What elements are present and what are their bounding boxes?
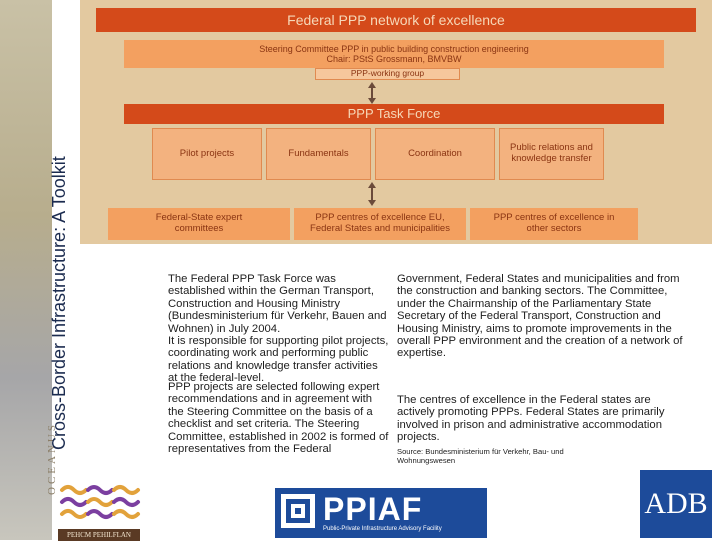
ppiaf-caption: Public-Private Infrastructure Advisory Facility (323, 526, 442, 532)
task-force-box: PPP Task Force (124, 104, 664, 124)
ppiaf-logo (275, 488, 487, 538)
arrowhead-up (368, 82, 376, 88)
working-group-box: PPP-working group (315, 68, 460, 80)
centres-eu-box: PPP centres of excellence EU, Federal States and municipalities (294, 208, 466, 240)
partner-logo (58, 480, 140, 539)
partner-caption: PEHCM PEHILFLAN (58, 529, 140, 541)
source-note: Source: Bundesministerium für Verkehr, Bau- und Wohnungswesen (397, 447, 564, 465)
federal-state-committees-box: Federal-State expert committees (108, 208, 290, 240)
arrowhead-up-2 (368, 182, 376, 188)
left-text-paragraph-1: The Federal PPP Task Force was established within the German Transport, Construction and Housing Ministry (Bundesministerium für Verkehr, Bauen and Wohnen) in July 2004. It is responsible for supporting pilot projects, coordinating work and performing public relations and knowledge transfer activities at the federal-level. (168, 273, 389, 385)
arrowhead-down-2 (368, 200, 376, 206)
unit-fundamentals: Fundamentals (266, 128, 371, 180)
right-text-paragraph-2: The centres of excellence in the Federal states are actively promoting PPPs. Federal States are primarily involved in prison and administrative accommodation projects. (397, 394, 665, 444)
centres-other-sectors-box: PPP centres of excellence in other sectors (470, 208, 638, 240)
vertical-title: Cross-Border Infrastructure: A Toolkit (49, 156, 69, 450)
right-text-paragraph-1: Government, Federal States and municipalities and from the construction and banking sectors. The Committee, under the Chairmanship of the Parliamentary State Secretary of the Federal Transport, Construction and Housing Ministry, aims to promote improvements in the overall PPP environment and the creation of a network of expertise. (397, 273, 683, 360)
ppiaf-emblem-icon (281, 494, 315, 528)
adb-logo: ADB (640, 470, 712, 538)
unit-coordination: Coordination (375, 128, 495, 180)
unit-public-relations: Public relations and knowledge transfer (499, 128, 604, 180)
unit-pilot-projects: Pilot projects (152, 128, 262, 180)
steering-committee-box: Steering Committee PPP in public building construction engineering Chair: PStS Grossmann, BMVBW (124, 40, 664, 68)
diagram-title: Federal PPP network of excellence (96, 8, 696, 32)
partner-logo-icon (58, 480, 140, 520)
ppp-network-diagram (80, 0, 712, 244)
ppiaf-wordmark: PPIAF (323, 491, 423, 527)
map-watermark: OCEANUS (46, 422, 58, 495)
left-text-paragraph-2: PPP projects are selected following expert recommendations and in agreement with the Steering Committee on the basis of a checklist and set criteria. The Steering Committee, established in 2002 is formed of representatives from the Federal (168, 381, 389, 456)
